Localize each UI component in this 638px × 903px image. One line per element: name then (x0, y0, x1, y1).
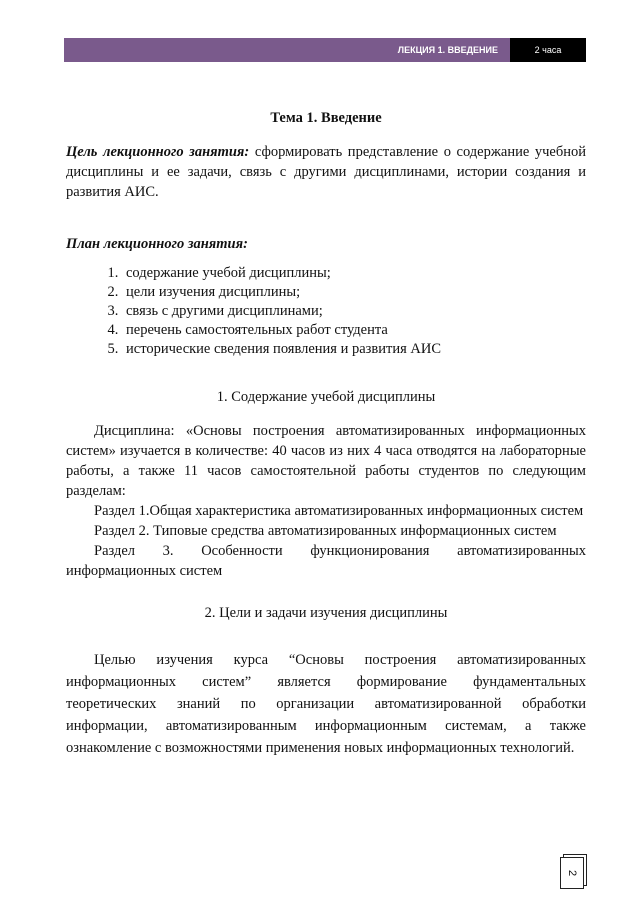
plan-item: 4. перечень самостоятельных работ студента (122, 321, 586, 340)
document-body (66, 108, 586, 759)
goal-text: сформировать представление о содержание учебной дисциплины и ее задачи, связь с другими дисциплинами, истории создания и развития АИС. (66, 144, 586, 200)
section-1-part: Раздел 2. Типовые средства автоматизированных информационных систем (94, 523, 557, 539)
header-lecture-title: ЛЕКЦИЯ 1. ВВЕДЕНИЕ (64, 38, 510, 62)
page-number: 2 (566, 869, 578, 877)
plan-item: 2. цели изучения дисциплины; (122, 283, 586, 302)
page-header (64, 38, 586, 62)
plan-title: План лекционного занятия: (66, 236, 248, 252)
section-1-part: Раздел 3. Особенности функционирования автоматизированных информационных систем (66, 543, 586, 579)
topic-title: Тема 1. Введение (270, 110, 382, 126)
section-2-heading: 2. Цели и задачи изучения дисциплины (204, 605, 448, 621)
lecture-goal (66, 142, 586, 202)
plan-item: 3. связь с другими дисциплинами; (122, 302, 586, 321)
header-hours: 2 часа (510, 38, 586, 62)
section-1-part: Раздел 1.Общая характеристика автоматизированных информационных систем (94, 503, 584, 519)
plan-list (66, 264, 586, 359)
section-2-text: Целью изучения курса “Основы построения автоматизированных информационных систем” является формирование фундаментальных теоретических знаний по организации автоматизированной обработки информации, автоматизированным информационным системам, а также ознакомление с возможностями применения новых информационных технологий. (66, 652, 586, 756)
plan-item: 1. содержание учебой дисциплины; (122, 264, 586, 283)
goal-label: Цель лекционного занятия: (66, 144, 250, 160)
plan-item: 5. исторические сведения появления и развития АИС (122, 340, 586, 359)
page-number-box (560, 857, 584, 889)
section-1-heading: 1. Содержание учебой дисциплины (216, 389, 436, 405)
section-1-intro: Дисциплина: «Основы построения автоматизированных информационных систем» изучается в количестве: 40 часов из них 4 часа отводятся на лабораторные работы, а также 11 часов самостоятельной работы студентов по следующим разделам: (66, 423, 586, 499)
